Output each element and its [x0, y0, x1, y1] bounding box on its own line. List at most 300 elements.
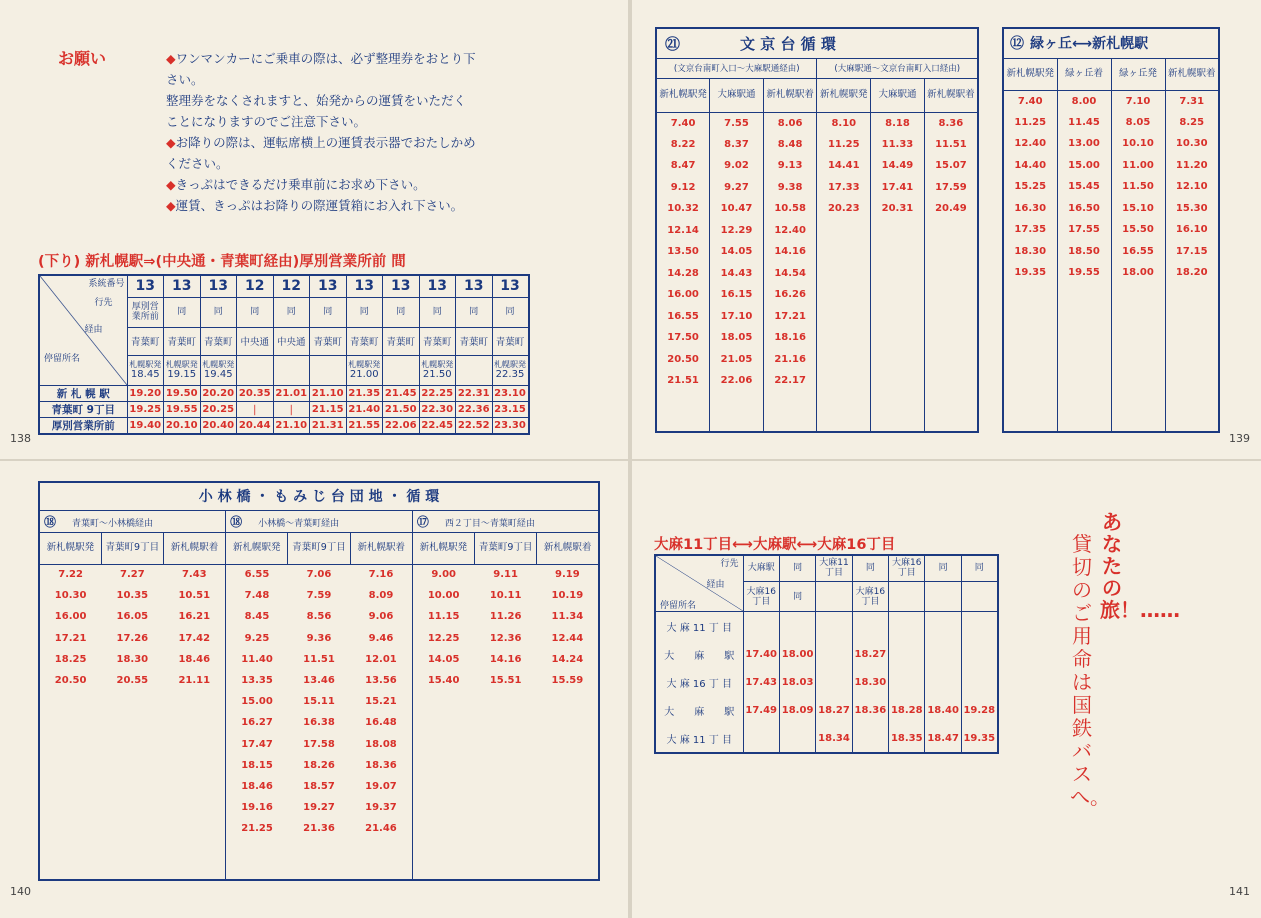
time-cell: 17.58 — [303, 738, 335, 750]
table-row — [656, 349, 978, 371]
time-cell: 9.36 — [306, 632, 332, 644]
notice-item — [166, 153, 526, 174]
route-number: 13 — [419, 275, 456, 297]
time-cell: 16.21 — [163, 606, 225, 627]
route-number: 13 — [164, 275, 201, 297]
time-cell: 7.48 — [226, 585, 288, 606]
time-cell: 21.50 — [383, 401, 420, 417]
time-cell: ｜ — [237, 401, 274, 417]
table-row — [39, 797, 599, 818]
time-cell: 16.30 — [1003, 198, 1057, 220]
time-cell — [961, 668, 997, 696]
time-cell — [101, 691, 163, 712]
time-cell: 11.25 — [817, 134, 871, 156]
column-header: 緑ヶ丘着 — [1057, 58, 1111, 90]
time-cell: 16.15 — [710, 284, 764, 306]
column-header: 新札幌駅発 — [39, 532, 101, 564]
time-cell: 18.30 — [1003, 241, 1057, 263]
time-cell — [871, 263, 925, 285]
table-row — [656, 155, 978, 177]
hdr-route: 系統番号 — [88, 279, 125, 289]
origin-cell — [237, 355, 274, 385]
table-row — [656, 177, 978, 199]
time-cell: 17.21 — [763, 306, 817, 328]
origin-cell — [456, 355, 493, 385]
time-cell — [412, 712, 474, 733]
time-cell: 10.47 — [710, 198, 764, 220]
empty-cell — [475, 839, 537, 880]
via: 青葉町 — [492, 327, 529, 355]
time-cell: 19.16 — [226, 797, 288, 818]
section-header — [412, 510, 599, 532]
bullet: ◆ — [166, 51, 176, 66]
header-row — [656, 78, 978, 112]
time-cell: 7.40 — [656, 112, 710, 134]
time-cell — [475, 797, 537, 818]
time-cell: 17.43 — [743, 668, 779, 696]
time-cell: 19.27 — [303, 802, 335, 814]
time-cell: 9.13 — [763, 155, 817, 177]
table-row — [655, 725, 998, 753]
notice-text: ください。 — [166, 156, 229, 171]
title-row — [656, 28, 978, 58]
table-row — [656, 134, 978, 156]
time-cell: 9.38 — [763, 177, 817, 199]
time-cell — [39, 712, 101, 733]
time-cell: 21.10 — [310, 385, 347, 401]
time-cell: 14.05 — [710, 241, 764, 263]
time-cell: 12.40 — [763, 220, 817, 242]
time-cell: 18.27 — [816, 697, 852, 725]
stop-name: 新 札 幌 駅 — [39, 385, 127, 401]
via: 中央通 — [273, 327, 310, 355]
time-cell: 19.20 — [127, 385, 164, 401]
time-cell: 16.00 — [656, 284, 710, 306]
destination: 同 — [961, 555, 997, 581]
time-cell — [889, 612, 925, 640]
column-header: 緑ヶ丘発 — [1111, 58, 1165, 90]
header-row — [39, 532, 599, 564]
column-header: 青葉町9丁目 — [101, 532, 163, 564]
time-cell: 10.11 — [489, 590, 522, 602]
time-cell: 11.45 — [1057, 112, 1111, 134]
time-cell — [816, 612, 852, 640]
time-cell: 19.07 — [350, 776, 412, 797]
column-header: 新札幌駅着 — [1165, 58, 1219, 90]
time-cell: 19.28 — [961, 697, 997, 725]
time-cell — [924, 284, 978, 306]
time-cell: 15.07 — [924, 155, 978, 177]
table-row — [39, 755, 599, 776]
time-cell: 14.24 — [537, 649, 599, 670]
destination: 同 — [164, 297, 201, 327]
time-cell: 20.44 — [237, 417, 274, 434]
destination: 同 — [456, 297, 493, 327]
time-cell: 11.00 — [1111, 155, 1165, 177]
time-cell — [163, 818, 225, 839]
time-cell: 18.27 — [852, 640, 888, 668]
time-cell: 7.31 — [1165, 90, 1219, 112]
time-cell: 18.30 — [116, 653, 149, 665]
time-cell: 19.40 — [127, 417, 164, 434]
route-number: ⑫ — [1010, 36, 1024, 53]
title-cell — [656, 28, 978, 58]
time-cell: 11.33 — [871, 134, 925, 156]
time-cell: 8.06 — [763, 112, 817, 134]
time-cell: 20.55 — [116, 675, 149, 687]
time-cell — [871, 284, 925, 306]
time-cell: 8.56 — [306, 611, 332, 623]
table-row — [1003, 198, 1219, 220]
time-cell: 17.10 — [710, 306, 764, 328]
time-cell: 8.05 — [1111, 112, 1165, 134]
notice-text: さい。 — [166, 72, 204, 87]
notice-list — [166, 48, 526, 216]
time-cell — [779, 725, 815, 753]
time-cell — [871, 370, 925, 392]
time-cell: 21.16 — [763, 349, 817, 371]
title-row — [1003, 28, 1219, 58]
time-cell: 22.06 — [383, 417, 420, 434]
time-cell: 7.10 — [1111, 90, 1165, 112]
time-cell — [537, 776, 599, 797]
time-cell: 15.30 — [1165, 198, 1219, 220]
table-row — [39, 670, 599, 691]
time-cell: 19.50 — [164, 385, 201, 401]
time-cell: 7.59 — [306, 590, 332, 602]
via: 青葉町 — [164, 327, 201, 355]
hdr-dest: 行先 — [94, 298, 113, 308]
time-cell: 21.36 — [303, 823, 335, 835]
time-cell: 16.50 — [1057, 198, 1111, 220]
route-via: 西２丁目～青葉町経由 — [444, 518, 535, 529]
time-cell — [163, 691, 225, 712]
time-cell: 17.55 — [1057, 219, 1111, 241]
time-cell — [924, 327, 978, 349]
time-cell: 14.28 — [656, 263, 710, 285]
via: 青葉町 — [346, 327, 383, 355]
time-cell: 19.55 — [1057, 262, 1111, 284]
time-cell: 11.26 — [489, 611, 522, 623]
time-cell — [871, 220, 925, 242]
time-cell — [475, 691, 537, 712]
time-cell — [475, 776, 537, 797]
time-cell — [163, 755, 225, 776]
empty-cell — [226, 839, 288, 880]
time-cell: 16.48 — [350, 712, 412, 733]
via: 中央通 — [237, 327, 274, 355]
origin-label: 札幌駅発 — [421, 360, 454, 369]
table-row — [655, 668, 998, 696]
destination: 同 — [346, 297, 383, 327]
time-cell — [817, 306, 871, 328]
time-cell: 11.25 — [1003, 112, 1057, 134]
destination: 同 — [200, 297, 237, 327]
notice-text: 整理券をなくされますと、始発からの運賃をいただく — [166, 93, 467, 108]
time-cell: 17.26 — [116, 632, 149, 644]
time-cell: 20.23 — [817, 198, 871, 220]
time-cell — [817, 241, 871, 263]
empty-cell — [288, 839, 350, 880]
time-cell: 8.47 — [656, 155, 710, 177]
time-cell: 10.51 — [163, 585, 225, 606]
time-cell: 22.45 — [419, 417, 456, 434]
time-cell — [817, 327, 871, 349]
time-cell: 17.42 — [163, 628, 225, 649]
time-cell — [475, 818, 537, 839]
time-cell: 8.10 — [817, 112, 871, 134]
empty-cell — [1057, 284, 1111, 433]
origin-label: 札幌駅発 — [494, 360, 526, 369]
time-cell — [101, 712, 163, 733]
time-cell: 20.25 — [200, 401, 237, 417]
filler-row — [656, 392, 978, 433]
time-cell — [889, 668, 925, 696]
time-cell: 21.01 — [273, 385, 310, 401]
title-row — [39, 482, 599, 510]
origin-label: 札幌駅発 — [129, 360, 162, 369]
time-cell — [817, 370, 871, 392]
time-cell: 18.09 — [779, 697, 815, 725]
origin-cell — [273, 355, 310, 385]
stop-name: 厚別営業所前 — [39, 417, 127, 434]
time-cell: 18.28 — [889, 697, 925, 725]
time-cell: 17.33 — [817, 177, 871, 199]
notice-item — [166, 69, 526, 90]
origin-time: 22.35 — [495, 369, 525, 380]
origin-label: 札幌駅発 — [348, 360, 381, 369]
time-cell: 22.36 — [456, 401, 493, 417]
time-cell — [537, 712, 599, 733]
time-cell: 9.02 — [710, 155, 764, 177]
time-cell: 18.26 — [303, 759, 335, 771]
hdr-via: 経由 — [706, 580, 725, 590]
page-number: 141 — [1229, 885, 1250, 898]
empty-cell — [101, 839, 163, 880]
time-cell — [816, 668, 852, 696]
time-cell — [743, 725, 779, 753]
time-cell: 9.12 — [656, 177, 710, 199]
time-cell — [163, 776, 225, 797]
time-cell: 14.54 — [763, 263, 817, 285]
origin-cell — [200, 355, 237, 385]
empty-cell — [1165, 284, 1219, 433]
empty-cell — [1003, 284, 1057, 433]
time-cell: 15.11 — [303, 696, 335, 708]
empty-cell — [412, 839, 474, 880]
table-row — [655, 697, 998, 725]
table-row — [1003, 112, 1219, 134]
via — [961, 581, 997, 612]
time-cell: 18.35 — [889, 725, 925, 753]
time-cell: 16.10 — [1165, 219, 1219, 241]
table-row — [39, 417, 529, 434]
table-row — [1003, 155, 1219, 177]
destination: 厚別営業所前 — [127, 297, 164, 327]
origin-cell — [310, 355, 347, 385]
empty-cell — [924, 392, 978, 433]
time-cell: 18.34 — [816, 725, 852, 753]
origin-cell — [492, 355, 529, 385]
time-cell — [925, 640, 961, 668]
route-number: 13 — [310, 275, 347, 297]
time-cell: 15.00 — [226, 691, 288, 712]
time-cell: 17.59 — [924, 177, 978, 199]
time-cell: 8.37 — [710, 134, 764, 156]
time-cell: 15.40 — [412, 670, 474, 691]
time-cell — [924, 241, 978, 263]
time-cell — [39, 734, 101, 755]
time-cell: 18.20 — [1165, 262, 1219, 284]
time-cell: 16.55 — [656, 306, 710, 328]
route-number: ⑱ — [230, 514, 243, 529]
route-number: 13 — [127, 275, 164, 297]
time-cell: 21.40 — [346, 401, 383, 417]
time-cell: 21.05 — [710, 349, 764, 371]
destination: 同 — [852, 555, 888, 581]
column-header: 青葉町9丁目 — [475, 532, 537, 564]
title-cell — [1003, 28, 1219, 58]
via: 青葉町 — [310, 327, 347, 355]
table-row — [655, 640, 998, 668]
time-cell — [961, 612, 997, 640]
midorigaoka-timetable — [1002, 27, 1220, 433]
page-140 — [0, 461, 628, 918]
time-cell: 20.35 — [237, 385, 274, 401]
section-header — [39, 510, 226, 532]
time-cell — [101, 818, 163, 839]
time-cell: 21.45 — [383, 385, 420, 401]
time-cell: 14.49 — [871, 155, 925, 177]
time-cell: 17.40 — [743, 640, 779, 668]
time-cell: 8.48 — [763, 134, 817, 156]
origin-cell — [383, 355, 420, 385]
empty-cell — [537, 839, 599, 880]
stop-name: 大 麻 駅 — [655, 640, 743, 668]
notice-text: お降りの際は、運転席横上の運賃表示器でおたしかめ — [175, 135, 476, 150]
origin-time: 21.50 — [422, 369, 452, 380]
time-cell: 12.14 — [656, 220, 710, 242]
notice-item — [166, 195, 526, 216]
time-cell: 19.35 — [961, 725, 997, 753]
time-cell — [39, 818, 101, 839]
route-via: 青葉町～小林橋経由 — [72, 518, 154, 529]
table-row — [39, 401, 529, 417]
table-row — [1003, 90, 1219, 112]
table-row — [39, 776, 599, 797]
time-cell: 9.00 — [412, 564, 474, 585]
notice-text: 運賃、きっぷはお降りの際運賃箱にお入れ下さい。 — [175, 198, 464, 213]
time-cell: 9.19 — [537, 564, 599, 585]
time-cell — [475, 712, 537, 733]
table-row — [656, 220, 978, 242]
bullet: ◆ — [166, 135, 176, 150]
origin-time: 19.45 — [203, 369, 233, 380]
time-cell: 8.18 — [871, 112, 925, 134]
time-cell — [924, 306, 978, 328]
via: 青葉町 — [456, 327, 493, 355]
kobayashi-timetable — [38, 481, 600, 881]
destination: 同 — [383, 297, 420, 327]
time-cell: 17.15 — [1165, 241, 1219, 263]
header-corner — [655, 555, 743, 612]
time-cell: 20.40 — [200, 417, 237, 434]
subtitle-1: (文京台南町入口～大麻駅通経由) — [656, 58, 817, 78]
empty-cell — [763, 392, 817, 433]
destination: 大麻11丁目 — [816, 555, 852, 581]
time-cell: 15.21 — [350, 691, 412, 712]
table-row — [655, 612, 998, 640]
time-cell — [412, 818, 474, 839]
time-cell: 16.26 — [763, 284, 817, 306]
table-row — [1003, 241, 1219, 263]
hdr-stop: 停留所名 — [660, 601, 697, 611]
column-header: 新札幌駅着 — [163, 532, 225, 564]
time-cell: 22.30 — [419, 401, 456, 417]
time-cell — [852, 612, 888, 640]
time-cell: 15.10 — [1111, 198, 1165, 220]
route-number: 12 — [237, 275, 274, 297]
time-cell: 11.51 — [924, 134, 978, 156]
time-cell: 18.03 — [779, 668, 815, 696]
time-cell: 17.49 — [743, 697, 779, 725]
time-cell — [817, 220, 871, 242]
time-cell: 7.06 — [306, 569, 332, 581]
route-number: 13 — [346, 275, 383, 297]
via: 大麻16丁目 — [852, 581, 888, 612]
time-cell: 9.06 — [350, 606, 412, 627]
origin-time: 18.45 — [130, 369, 160, 380]
time-cell — [39, 776, 101, 797]
time-cell — [163, 797, 225, 818]
notice-item — [166, 48, 526, 69]
time-cell: 22.31 — [456, 385, 493, 401]
column-header: 青葉町9丁目 — [288, 532, 350, 564]
time-cell: 10.30 — [1165, 133, 1219, 155]
via — [889, 581, 925, 612]
time-cell — [924, 263, 978, 285]
route-row — [39, 275, 529, 297]
table-row — [39, 606, 599, 627]
time-cell — [412, 797, 474, 818]
table-row — [656, 198, 978, 220]
destination: 同 — [310, 297, 347, 327]
time-cell — [871, 349, 925, 371]
time-cell: 23.30 — [492, 417, 529, 434]
time-cell: 11.50 — [1111, 176, 1165, 198]
time-cell: 17.41 — [871, 177, 925, 199]
time-cell — [924, 220, 978, 242]
time-cell: 19.35 — [1003, 262, 1057, 284]
page-number: 138 — [10, 432, 31, 445]
bullet: ◆ — [166, 177, 176, 192]
time-cell: 11.40 — [226, 649, 288, 670]
time-cell: 17.50 — [656, 327, 710, 349]
time-cell: 10.32 — [656, 198, 710, 220]
time-cell — [537, 797, 599, 818]
time-cell: 22.06 — [710, 370, 764, 392]
time-cell: 21.55 — [346, 417, 383, 434]
column-header: 新札幌駅着 — [763, 78, 817, 112]
empty-cell — [39, 839, 101, 880]
time-cell: 14.43 — [710, 263, 764, 285]
table-row — [39, 585, 599, 606]
time-cell: 10.30 — [39, 585, 101, 606]
time-cell: 7.40 — [1003, 90, 1057, 112]
time-cell: 15.51 — [489, 675, 522, 687]
time-cell: 21.11 — [163, 670, 225, 691]
via: 青葉町 — [200, 327, 237, 355]
